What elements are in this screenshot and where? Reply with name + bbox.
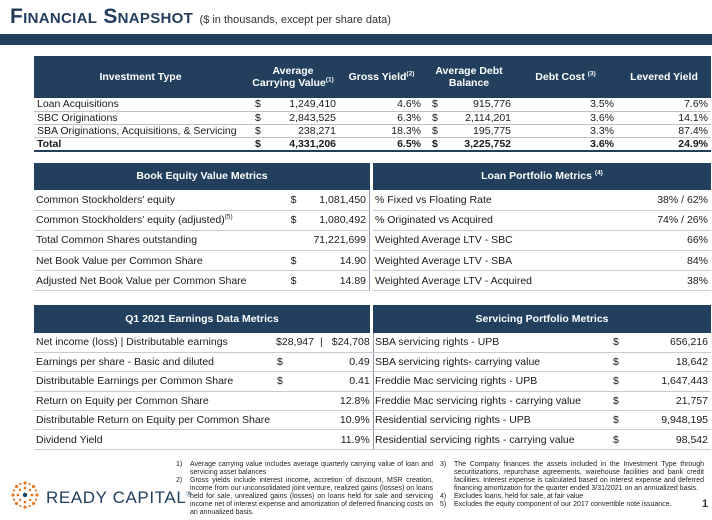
table-row [34,210,370,230]
metric-label: Net income (loss) | Distributable earnings [34,333,273,352]
metric-value: 38% [611,271,711,291]
table-row [34,251,370,271]
metric-value: 10.9% [317,411,373,430]
table-row [34,391,373,410]
debt-cost-cell: 3.6% [514,137,617,151]
levered-yield-cell: 14.1% [617,111,711,124]
dollar-sign [287,230,307,250]
metric-value: 66% [611,230,711,250]
starburst-logo-icon [10,480,40,515]
dollar-sign: $ [609,411,641,430]
metric-label: Common Stockholders' equity (adjusted)$^{(5)}$ [34,210,287,230]
table-row [373,251,711,271]
dollar-sign: $ [287,271,307,291]
metric-label: SBA servicing rights- carrying value [373,352,609,371]
dollar-sign: $ [609,391,641,410]
metric-label: Common Stockholders' equity [34,190,287,210]
debt-cost-cell: 3.6% [514,111,617,124]
footnotes-left [176,461,433,517]
carrying-value-cell: 238,271 [259,124,339,137]
table-row [34,98,711,111]
investment-table [34,56,711,152]
levered-yield-cell: 87.4% [617,124,711,137]
col-header-average-carrying-value: Average Carrying Value$^{(1)}$ [247,56,339,98]
metric-label: Weighted Average LTV - SBA [373,251,611,271]
col-header-investment-type: Investment Type [34,56,247,98]
distributable-earnings-value: | $24,708 [317,333,373,352]
metric-label: Weighted Average LTV - SBC [373,230,611,250]
logo-text: READY CAPITAL® [46,487,193,507]
metric-value: 0.41 [317,372,373,391]
metric-label: Freddie Mac servicing rights - UPB [373,372,609,391]
footnote: 5) Excludes the equity component of our 2017 convertible note issuance. [440,501,672,508]
table-row [373,391,711,410]
title-divider-bar [0,34,712,45]
metric-value: 98,542 [641,430,711,449]
levered-yield-cell: 24.9% [617,137,711,151]
page-title [10,5,391,29]
dollar-sign: $ [287,210,307,230]
gross-yield-cell: 6.3% [339,111,424,124]
metric-value: 74% / 26% [611,210,711,230]
servicing-header: Servicing Portfolio Metrics [373,305,711,333]
dollar-sign: $ [247,98,259,111]
table-row [373,372,711,391]
metric-value: 21,757 [641,391,711,410]
metric-value: 1,647,443 [641,372,711,391]
dollar-sign: $ [287,251,307,271]
title-main: Financial Snapshot [10,5,194,28]
table-row [34,230,370,250]
title-subtitle: ($ in thousands, except per share data) [199,14,391,26]
metric-value: 1,081,450 [307,190,370,210]
footnote: 4) Excludes loans, held for sale, at fair value [440,493,584,500]
gross-yield-cell: 6.5% [339,137,424,151]
col-header-average-debt-balance: Average Debt Balance [424,56,514,98]
carrying-value-cell: 1,249,410 [259,98,339,111]
footnote: 3) The Company finances the assets included in the Investment Type through securitizations, repurchase agreements, warehouse facilities and bank credit facilities. Interest expense is calculated based on interest expense and deferred financing amortization for the quarter ended 3/31/2021 on an annualized basis. [440,461,704,492]
footnotes-right [440,461,704,509]
debt-balance-cell: 915,776 [436,98,514,111]
loan-portfolio-panel [373,163,711,291]
dollar-sign: $ [424,111,436,124]
table-row [34,190,370,210]
book-equity-panel [34,163,370,291]
dollar-sign: $ [273,352,317,371]
gross-yield-cell: 18.3% [339,124,424,137]
dollar-sign: $ [247,124,259,137]
investment-type-cell: SBA Originations, Acquisitions, & Servicing [34,124,247,137]
metric-label: Earnings per share - Basic and diluted [34,352,273,371]
col-header-gross-yield: Gross Yield$^{(2)}$ [339,56,424,98]
metric-label: Dividend Yield [34,430,273,449]
debt-balance-cell: 3,225,752 [436,137,514,151]
dollar-sign: $ [609,352,641,371]
table-row [373,352,711,371]
metric-label: Return on Equity per Common Share [34,391,273,410]
table-row [34,333,373,352]
dollar-sign [273,430,317,449]
metric-label: Residential servicing rights - UPB [373,411,609,430]
col-header-levered-yield: Levered Yield [617,56,711,98]
dollar-sign: $ [247,111,259,124]
metric-value: 1,080,492 [307,210,370,230]
dollar-sign: $ [247,137,259,151]
metric-label: % Fixed vs Floating Rate [373,190,611,210]
table-row [373,210,711,230]
metric-label: Weighted Average LTV - Acquired [373,271,611,291]
metric-value: 12.8% [317,391,373,410]
metric-label: Distributable Return on Equity per Common Share [34,411,273,430]
metric-value: 0.49 [317,352,373,371]
debt-balance-cell: 195,775 [436,124,514,137]
metric-value: 14.90 [307,251,370,271]
ready-capital-logo [10,480,192,515]
debt-cost-cell: 3.5% [514,98,617,111]
table-row [34,411,373,430]
investment-type-cell: SBC Originations [34,111,247,124]
metric-label: Adjusted Net Book Value per Common Share [34,271,287,291]
metric-value: 18,642 [641,352,711,371]
investment-type-cell: Total [34,137,247,151]
book-equity-header: Book Equity Value Metrics [34,163,370,190]
loan-portfolio-header: Loan Portfolio Metrics $^{(4)}$ [373,163,711,190]
servicing-panel [373,305,711,450]
carrying-value-cell: 2,843,525 [259,111,339,124]
dollar-sign: $ [609,372,641,391]
debt-cost-cell: 3.3% [514,124,617,137]
page-number: 1 [702,498,709,510]
footnote: 2) Gross yields include interest income, accretion of discount, MSR creation, income from our unconsolidated joint venture, realized gains (losses) on loans held for sale, unrealized gains (losses) on loans held for sale and servicing income net of interest expense and amortization of deferred financing costs on an annualized basis. [176,477,433,516]
levered-yield-cell: 7.6% [617,98,711,111]
table-row [373,430,711,449]
metric-label: Freddie Mac servicing rights - carrying value [373,391,609,410]
table-row [34,372,373,391]
table-row [373,190,711,210]
table-row [373,411,711,430]
metric-value: 71,221,699 [307,230,370,250]
earnings-panel [34,305,370,450]
metric-value: 656,216 [641,333,711,352]
dollar-sign: $ [287,190,307,210]
table-row [373,271,711,291]
metric-label: Residential servicing rights - carrying value [373,430,609,449]
dollar-sign: $ [424,98,436,111]
carrying-value-cell: 4,331,206 [259,137,339,151]
table-row [34,430,373,449]
table-row [34,111,711,124]
metric-label: Net Book Value per Common Share [34,251,287,271]
total-row [34,137,711,151]
metric-value: 38% / 62% [611,190,711,210]
metric-label: % Originated vs Acquired [373,210,611,230]
metric-value: 84% [611,251,711,271]
metric-value: 9,948,195 [641,411,711,430]
dollar-sign: $ [424,124,436,137]
earnings-header: Q1 2021 Earnings Data Metrics [34,305,370,333]
debt-balance-cell: 2,114,201 [436,111,514,124]
dollar-sign: $ [424,137,436,151]
col-header-debt-cost: Debt Cost $^{(3)}$ [514,56,617,98]
table-row [373,230,711,250]
table-row [34,271,370,291]
metric-value: 14.89 [307,271,370,291]
dollar-sign: $ [609,333,641,352]
metric-label: Distributable Earnings per Common Share [34,372,273,391]
table-row [373,333,711,352]
net-income-value: $28,947 [273,333,317,352]
dollar-sign [273,411,317,430]
dollar-sign [273,391,317,410]
metric-value: 11.9% [317,430,373,449]
table-row [34,124,711,137]
metric-label: SBA servicing rights - UPB [373,333,609,352]
table-row [34,352,373,371]
gross-yield-cell: 4.6% [339,98,424,111]
dollar-sign: $ [273,372,317,391]
dollar-sign: $ [609,430,641,449]
metric-label: Total Common Shares outstanding [34,230,287,250]
investment-type-cell: Loan Acquisitions [34,98,247,111]
footnote: 1) Average carrying value includes average quarterly carrying value of loan and servicing asset balances [176,461,433,476]
